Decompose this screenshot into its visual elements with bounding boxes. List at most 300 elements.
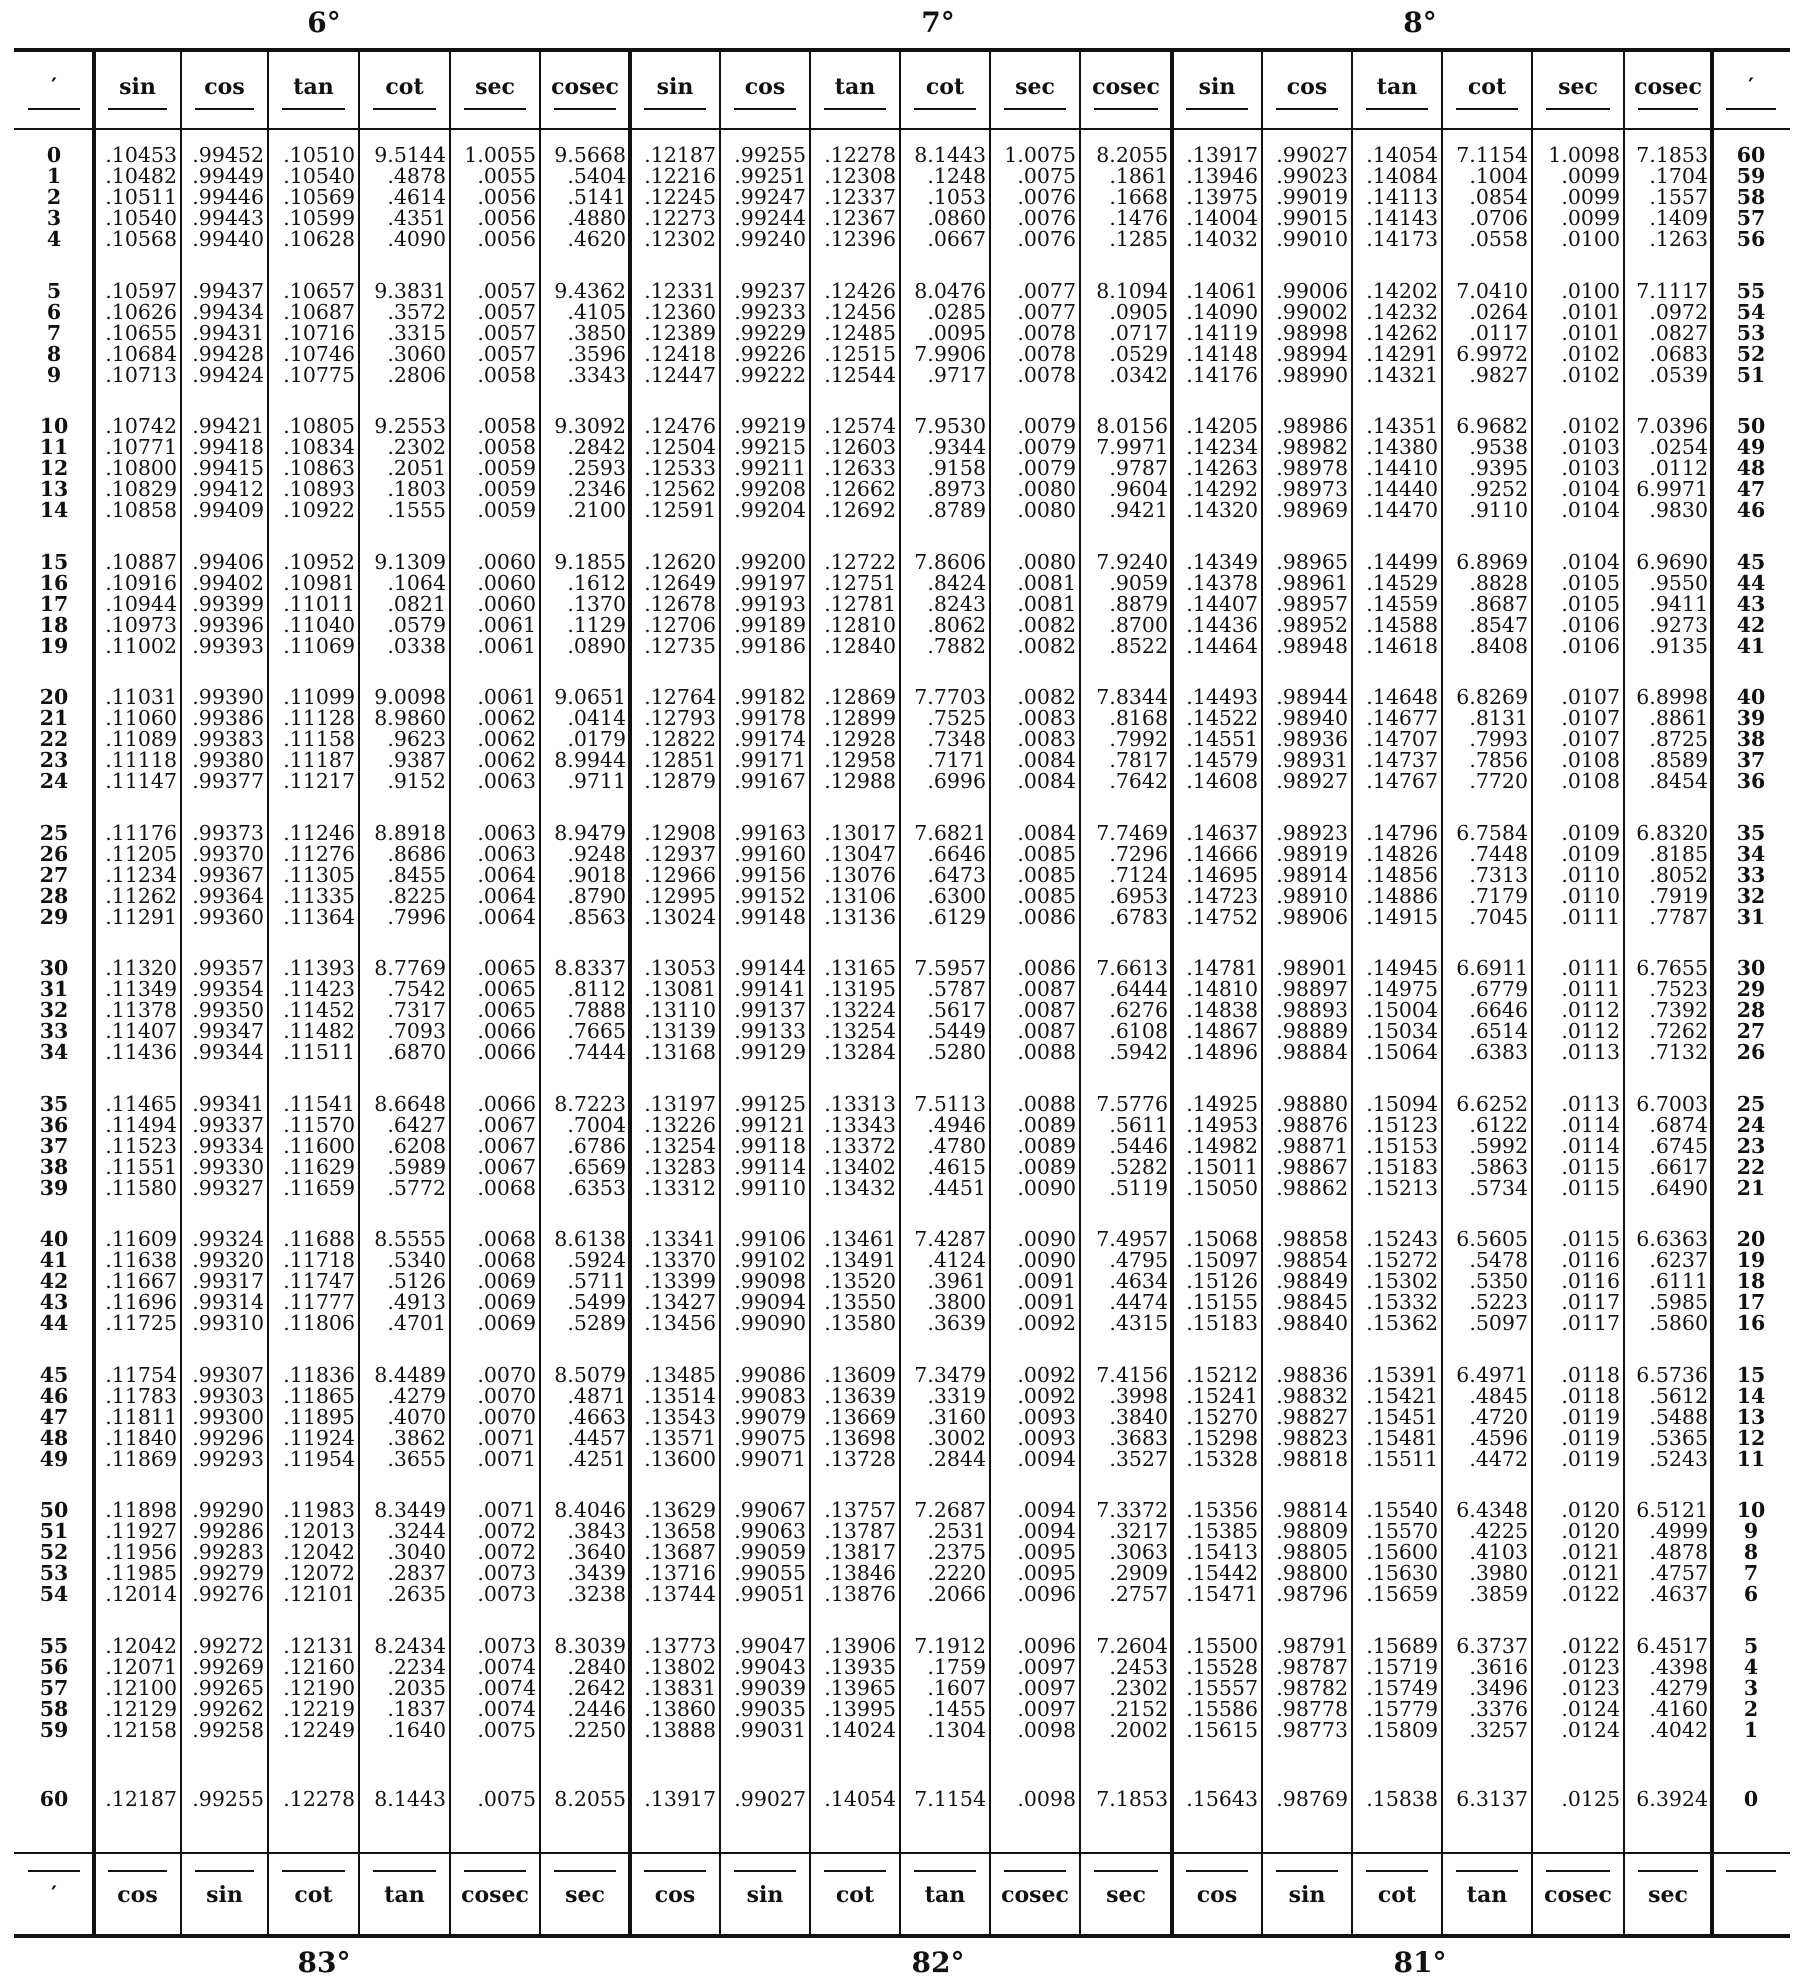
table-cell: .99258 [192, 1717, 264, 1742]
table-cell: .15442 [1186, 1561, 1258, 1585]
table-cell: .14648 [1366, 685, 1438, 709]
minute-left: 44 [39, 1311, 69, 1335]
table-cell: .8112 [567, 977, 626, 1001]
table-cell: .2152 [1109, 1696, 1168, 1721]
table-cell: .0108 [1561, 748, 1620, 772]
table-cell: .99075 [734, 1425, 806, 1450]
table-cell: .0063 [477, 769, 536, 793]
table-cell: .12899 [824, 706, 896, 730]
table-cell: .15528 [1186, 1654, 1258, 1679]
table-cell: .1248 [927, 164, 986, 188]
table-cell: .0099 [1561, 185, 1620, 209]
table-cell: .8789 [927, 498, 986, 522]
minute-right: 36 [1736, 769, 1766, 793]
table-cell: .11436 [105, 1040, 177, 1064]
table-cell: .9830 [1649, 498, 1708, 522]
table-cell: .99189 [734, 612, 806, 637]
table-cell: .15630 [1366, 1561, 1438, 1585]
table-cell: .8828 [1469, 570, 1528, 595]
table-cell: .0077 [1017, 278, 1076, 303]
table-cell: 6.4971 [1456, 1362, 1528, 1387]
table-cell: .15471 [1186, 1582, 1258, 1606]
table-cell: .12101 [283, 1582, 355, 1606]
footer-col-cot: cot [835, 1882, 875, 1908]
table-cell: .98862 [1276, 1175, 1348, 1200]
minute-right: 19 [1736, 1248, 1766, 1272]
table-cell: .9387 [387, 748, 446, 772]
table-cell: .0060 [477, 570, 536, 595]
table-cell: .13669 [824, 1404, 896, 1429]
table-cell: .7179 [1469, 883, 1528, 908]
table-cell: .0075 [1017, 164, 1076, 188]
degree-label-81: 81° [1393, 1946, 1447, 1979]
table-cell: .10713 [105, 362, 177, 387]
table-cell: .11407 [105, 1019, 177, 1043]
minute-left: 6 [46, 299, 62, 324]
table-cell: .5499 [567, 1290, 626, 1314]
table-cell: .8973 [927, 477, 986, 501]
table-cell: .11364 [283, 904, 355, 929]
footer-tick [824, 1870, 886, 1872]
table-cell: .14470 [1366, 498, 1438, 522]
table-cell: .99233 [734, 299, 806, 324]
table-cell: .0119 [1561, 1425, 1620, 1450]
table-cell: .7004 [567, 1112, 626, 1137]
table-cell: .4351 [387, 206, 446, 230]
table-cell: .4663 [567, 1404, 626, 1429]
table-cell: .15838 [1366, 1787, 1438, 1811]
table-cell: .4720 [1469, 1404, 1528, 1429]
table-cell: .2842 [567, 435, 626, 459]
table-cell: .15500 [1186, 1633, 1258, 1658]
table-cell: .0084 [1017, 820, 1076, 845]
table-cell: .10952 [283, 549, 355, 574]
table-cell: .14953 [1186, 1112, 1258, 1137]
table-cell: 7.9971 [1096, 435, 1168, 459]
table-cell: .11349 [105, 977, 177, 1001]
table-cell: .0076 [1017, 206, 1076, 230]
table-cell: .7132 [1649, 1040, 1708, 1064]
table-cell: .5223 [1469, 1290, 1528, 1314]
table-cell: .12219 [283, 1696, 355, 1721]
table-cell: .12908 [644, 820, 716, 845]
table-cell: .12504 [644, 435, 716, 459]
degree-label-82: 82° [911, 1946, 965, 1979]
table-cell: .0107 [1561, 706, 1620, 730]
table-cell: .14637 [1186, 820, 1258, 845]
footer-overline-rule [14, 1852, 1790, 1854]
table-cell: .98782 [1276, 1675, 1348, 1700]
table-cell: .99373 [192, 820, 264, 845]
table-cell: .7882 [927, 633, 986, 658]
table-cell: .3439 [567, 1561, 626, 1585]
table-cell: .14202 [1366, 278, 1438, 303]
table-cell: .98940 [1276, 706, 1348, 730]
table-cell: .7525 [927, 706, 986, 730]
table-cell: .11234 [105, 862, 177, 887]
table-cell: .3862 [387, 1425, 446, 1450]
table-cell: .0058 [477, 435, 536, 459]
table-cell: .2375 [927, 1540, 986, 1564]
table-cell: .12071 [105, 1654, 177, 1679]
table-cell: .10510 [283, 143, 355, 167]
minute-right: 8 [1743, 1540, 1759, 1564]
table-cell: .0179 [567, 727, 626, 751]
table-cell: .99265 [192, 1675, 264, 1700]
table-cell: .99163 [734, 820, 806, 845]
table-cell: .13935 [824, 1654, 896, 1679]
table-cell: .0064 [477, 862, 536, 887]
table-cell: .99204 [734, 498, 806, 522]
table-cell: .8185 [1649, 841, 1708, 866]
table-cell: .13817 [824, 1540, 896, 1564]
table-cell: .4999 [1649, 1519, 1708, 1543]
minute-left: 10 [39, 414, 69, 438]
table-cell: .12735 [644, 633, 716, 658]
table-cell: .14173 [1366, 227, 1438, 251]
table-cell: .11659 [283, 1175, 355, 1200]
table-cell: .99327 [192, 1175, 264, 1200]
table-cell: .99286 [192, 1519, 264, 1543]
table-cell: .99023 [1276, 164, 1348, 188]
table-cell: .6779 [1469, 977, 1528, 1001]
table-cell: .0057 [477, 341, 536, 366]
table-cell: .99415 [192, 456, 264, 480]
table-cell: .0092 [1017, 1311, 1076, 1335]
table-cell: .99174 [734, 727, 806, 751]
table-cell: .2066 [927, 1582, 986, 1606]
table-cell: .0119 [1561, 1404, 1620, 1429]
table-cell: .14796 [1366, 820, 1438, 845]
table-cell: .99431 [192, 320, 264, 345]
table-cell: .6646 [1469, 998, 1528, 1022]
table-cell: .98880 [1276, 1091, 1348, 1116]
minute-left: 1 [46, 164, 62, 188]
table-cell: .99272 [192, 1633, 264, 1658]
table-cell: .12308 [824, 164, 896, 188]
table-cell: .9152 [387, 769, 446, 793]
table-cell: .2035 [387, 1675, 446, 1700]
table-cell: .0062 [477, 748, 536, 772]
table-cell: .0120 [1561, 1498, 1620, 1522]
table-top-rule [14, 48, 1790, 52]
table-cell: .98849 [1276, 1269, 1348, 1293]
table-cell: .5989 [387, 1154, 446, 1179]
table-cell: .6276 [1109, 998, 1168, 1022]
footer-tick [1546, 1870, 1610, 1872]
table-cell: .11696 [105, 1290, 177, 1314]
table-cell: .13917 [1186, 143, 1258, 167]
footer-col-cos: cos [117, 1882, 158, 1908]
table-cell: .0070 [477, 1383, 536, 1408]
minute-right: 58 [1736, 185, 1766, 209]
table-cell: .7720 [1469, 769, 1528, 793]
header-tick [1546, 108, 1610, 110]
table-cell: .12781 [824, 591, 896, 616]
table-cell: .98893 [1276, 998, 1348, 1022]
table-cell: .8790 [567, 883, 626, 908]
footer-col-cosec: cosec [1001, 1882, 1069, 1908]
table-cell: .13975 [1186, 185, 1258, 209]
table-cell: .0085 [1017, 883, 1076, 908]
header-col-cos: cos [1286, 74, 1328, 100]
table-cell: .7665 [567, 1019, 626, 1043]
table-cell: .6745 [1649, 1133, 1708, 1158]
table-cell: .98927 [1276, 769, 1348, 793]
table-cell: .2909 [1109, 1561, 1168, 1585]
table-cell: .15362 [1366, 1311, 1438, 1335]
table-cell: .98773 [1276, 1717, 1348, 1742]
table-cell: .12418 [644, 341, 716, 366]
table-cell: .98986 [1276, 414, 1348, 438]
table-cell: .3850 [567, 320, 626, 345]
table-cell: .99279 [192, 1561, 264, 1585]
table-cell: .10746 [283, 341, 355, 366]
table-cell: .10887 [105, 549, 177, 574]
table-cell: .0071 [477, 1446, 536, 1471]
minute-left: 14 [39, 498, 69, 522]
table-cell: .98867 [1276, 1154, 1348, 1179]
table-cell: .6108 [1109, 1019, 1168, 1043]
table-cell: .4474 [1109, 1290, 1168, 1314]
table-cell: .9538 [1469, 435, 1528, 459]
table-cell: .8168 [1109, 706, 1168, 730]
minute-right: 1 [1743, 1717, 1759, 1742]
table-cell: .2002 [1109, 1717, 1168, 1742]
table-cell: .0111 [1561, 956, 1620, 980]
table-cell: .99059 [734, 1540, 806, 1564]
table-cell: .99144 [734, 956, 806, 980]
table-cell: 9.5144 [374, 143, 446, 167]
table-cell: .11688 [283, 1227, 355, 1251]
table-cell: .99307 [192, 1362, 264, 1387]
minute-right: 28 [1736, 998, 1766, 1022]
table-cell: .0821 [387, 591, 446, 616]
table-cell: 8.6138 [554, 1227, 626, 1251]
table-cell: .0104 [1561, 498, 1620, 522]
table-cell: .0122 [1561, 1582, 1620, 1606]
table-cell: .3980 [1469, 1561, 1528, 1585]
table-cell: .6490 [1649, 1175, 1708, 1200]
table-cell: .13687 [644, 1540, 716, 1564]
table-cell: .4105 [567, 299, 626, 324]
table-cell: .12042 [105, 1633, 177, 1658]
table-cell: .11956 [105, 1540, 177, 1564]
table-cell: .99197 [734, 570, 806, 595]
table-cell: .3063 [1109, 1540, 1168, 1564]
table-cell: .15183 [1186, 1311, 1258, 1335]
table-cell: .5612 [1649, 1383, 1708, 1408]
table-cell: .1759 [927, 1654, 986, 1679]
table-cell: .99347 [192, 1019, 264, 1043]
minute-right: 32 [1736, 883, 1766, 908]
table-cell: .98823 [1276, 1425, 1348, 1450]
table-cell: .0125 [1561, 1787, 1620, 1811]
header-tick [734, 108, 796, 110]
table-cell: .0113 [1561, 1040, 1620, 1064]
table-cell: .98871 [1276, 1133, 1348, 1158]
minute-right: 0 [1743, 1787, 1759, 1811]
table-cell: .12190 [283, 1675, 355, 1700]
footer-col-sin: sin [746, 1882, 784, 1908]
table-cell: .99386 [192, 706, 264, 730]
table-cell: .15570 [1366, 1519, 1438, 1543]
table-cell: .10599 [283, 206, 355, 230]
minute-left: 4 [46, 227, 62, 251]
table-cell: .14707 [1366, 727, 1438, 751]
table-cell: .2840 [567, 1654, 626, 1679]
table-cell: .0069 [477, 1290, 536, 1314]
table-cell: .12129 [105, 1696, 177, 1721]
header-col-sin: sin [1198, 74, 1236, 100]
table-cell: .0057 [477, 320, 536, 345]
table-cell: .11158 [283, 727, 355, 751]
table-cell: .98961 [1276, 570, 1348, 595]
table-cell: .99446 [192, 185, 264, 209]
table-cell: .99383 [192, 727, 264, 751]
minute-right: 26 [1736, 1040, 1766, 1064]
table-cell: .1803 [387, 477, 446, 501]
table-cell: .5611 [1109, 1112, 1168, 1137]
minute-right: 50 [1736, 414, 1766, 438]
table-cell: 9.3831 [374, 278, 446, 303]
table-cell: .0064 [477, 904, 536, 929]
table-cell: .12722 [824, 549, 896, 574]
table-cell: .7313 [1469, 862, 1528, 887]
minute-left: 45 [39, 1362, 69, 1387]
table-cell: .99283 [192, 1540, 264, 1564]
table-cell: .4795 [1109, 1248, 1168, 1272]
minute-left: 8 [46, 341, 62, 366]
table-cell: 8.5079 [554, 1362, 626, 1387]
table-cell: .4871 [567, 1383, 626, 1408]
table-cell: .5787 [927, 977, 986, 1001]
table-cell: .2302 [1109, 1675, 1168, 1700]
table-cell: .0075 [477, 1787, 536, 1811]
table-cell: .3238 [567, 1582, 626, 1606]
table-cell: .3859 [1469, 1582, 1528, 1606]
table-cell: .15064 [1366, 1040, 1438, 1064]
table-cell: .5449 [927, 1019, 986, 1043]
table-cell: .98919 [1276, 841, 1348, 866]
table-cell: .13658 [644, 1519, 716, 1543]
minute-right: 45 [1736, 549, 1766, 574]
table-cell: .99437 [192, 278, 264, 303]
table-cell: .0539 [1649, 362, 1708, 387]
table-cell: .13456 [644, 1311, 716, 1335]
table-cell: .3961 [927, 1269, 986, 1293]
table-cell: .13226 [644, 1112, 716, 1137]
table-cell: .0088 [1017, 1091, 1076, 1116]
table-cell: .99193 [734, 591, 806, 616]
table-cell: .10742 [105, 414, 177, 438]
table-cell: .99079 [734, 1404, 806, 1429]
footer-minute-left: ′ [51, 1882, 57, 1908]
table-cell: .11718 [283, 1248, 355, 1272]
table-cell: .0117 [1561, 1311, 1620, 1335]
minute-left: 26 [39, 841, 69, 866]
table-cell: .15689 [1366, 1633, 1438, 1658]
table-cell: .0102 [1561, 414, 1620, 438]
minute-right: 59 [1736, 164, 1766, 188]
table-cell: .0061 [477, 633, 536, 658]
table-cell: .3343 [567, 362, 626, 387]
table-cell: .98994 [1276, 341, 1348, 366]
table-cell: .14024 [824, 1717, 896, 1742]
table-cell: .13402 [824, 1154, 896, 1179]
table-cell: .99229 [734, 320, 806, 345]
table-cell: .0066 [477, 1091, 536, 1116]
table-cell: .0088 [1017, 1040, 1076, 1064]
table-cell: .12879 [644, 769, 716, 793]
table-cell: .14084 [1366, 164, 1438, 188]
table-cell: .13609 [824, 1362, 896, 1387]
table-cell: .0086 [1017, 904, 1076, 929]
table-cell: .99344 [192, 1040, 264, 1064]
minute-left: 24 [39, 769, 69, 793]
table-cell: .0067 [477, 1112, 536, 1137]
table-cell: .10834 [283, 435, 355, 459]
table-cell: .14677 [1366, 706, 1438, 730]
table-cell: 6.3737 [1456, 1633, 1528, 1658]
table-cell: .11217 [283, 769, 355, 793]
table-cell: .0101 [1561, 320, 1620, 345]
table-cell: .9395 [1469, 456, 1528, 480]
minute-right: 18 [1736, 1269, 1766, 1293]
table-cell: .0905 [1109, 299, 1168, 324]
table-cell: .11985 [105, 1561, 177, 1585]
table-cell: .98836 [1276, 1362, 1348, 1387]
table-cell: .14380 [1366, 435, 1438, 459]
table-cell: .9827 [1469, 362, 1528, 387]
table-cell: .12389 [644, 320, 716, 345]
table-cell: .6569 [567, 1154, 626, 1179]
table-cell: .13876 [824, 1582, 896, 1606]
table-cell: .13312 [644, 1175, 716, 1200]
table-cell: .13520 [824, 1269, 896, 1293]
table-cell: .0094 [1017, 1498, 1076, 1522]
minute-right: 52 [1736, 341, 1766, 366]
table-cell: .99300 [192, 1404, 264, 1429]
table-cell: .12187 [644, 143, 716, 167]
table-cell: .0338 [387, 633, 446, 658]
table-cell: .8700 [1109, 612, 1168, 637]
table-cell: .0067 [477, 1133, 536, 1158]
footer-tick [464, 1870, 526, 1872]
header-tick [1276, 108, 1338, 110]
table-cell: .15385 [1186, 1519, 1258, 1543]
minute-left: 30 [39, 956, 69, 980]
table-cell: .12706 [644, 612, 716, 637]
table-cell: .1285 [1109, 227, 1168, 251]
table-cell: .0068 [477, 1227, 536, 1251]
table-cell: .1263 [1649, 227, 1708, 251]
table-cell: .5446 [1109, 1133, 1168, 1158]
table-cell: .99015 [1276, 206, 1348, 230]
table-cell: .13485 [644, 1362, 716, 1387]
header-minute-right: ′ [1748, 74, 1754, 100]
table-cell: .99276 [192, 1582, 264, 1606]
table-cell: .1129 [567, 612, 626, 637]
table-cell: .7856 [1469, 748, 1528, 772]
table-cell: .99114 [734, 1154, 806, 1179]
minute-left: 43 [39, 1290, 69, 1314]
table-cell: 7.5113 [914, 1091, 986, 1116]
header-col-cot: cot [1467, 74, 1507, 100]
table-cell: .4457 [567, 1425, 626, 1450]
table-cell: .3998 [1109, 1383, 1168, 1408]
table-cell: .0117 [1561, 1290, 1620, 1314]
